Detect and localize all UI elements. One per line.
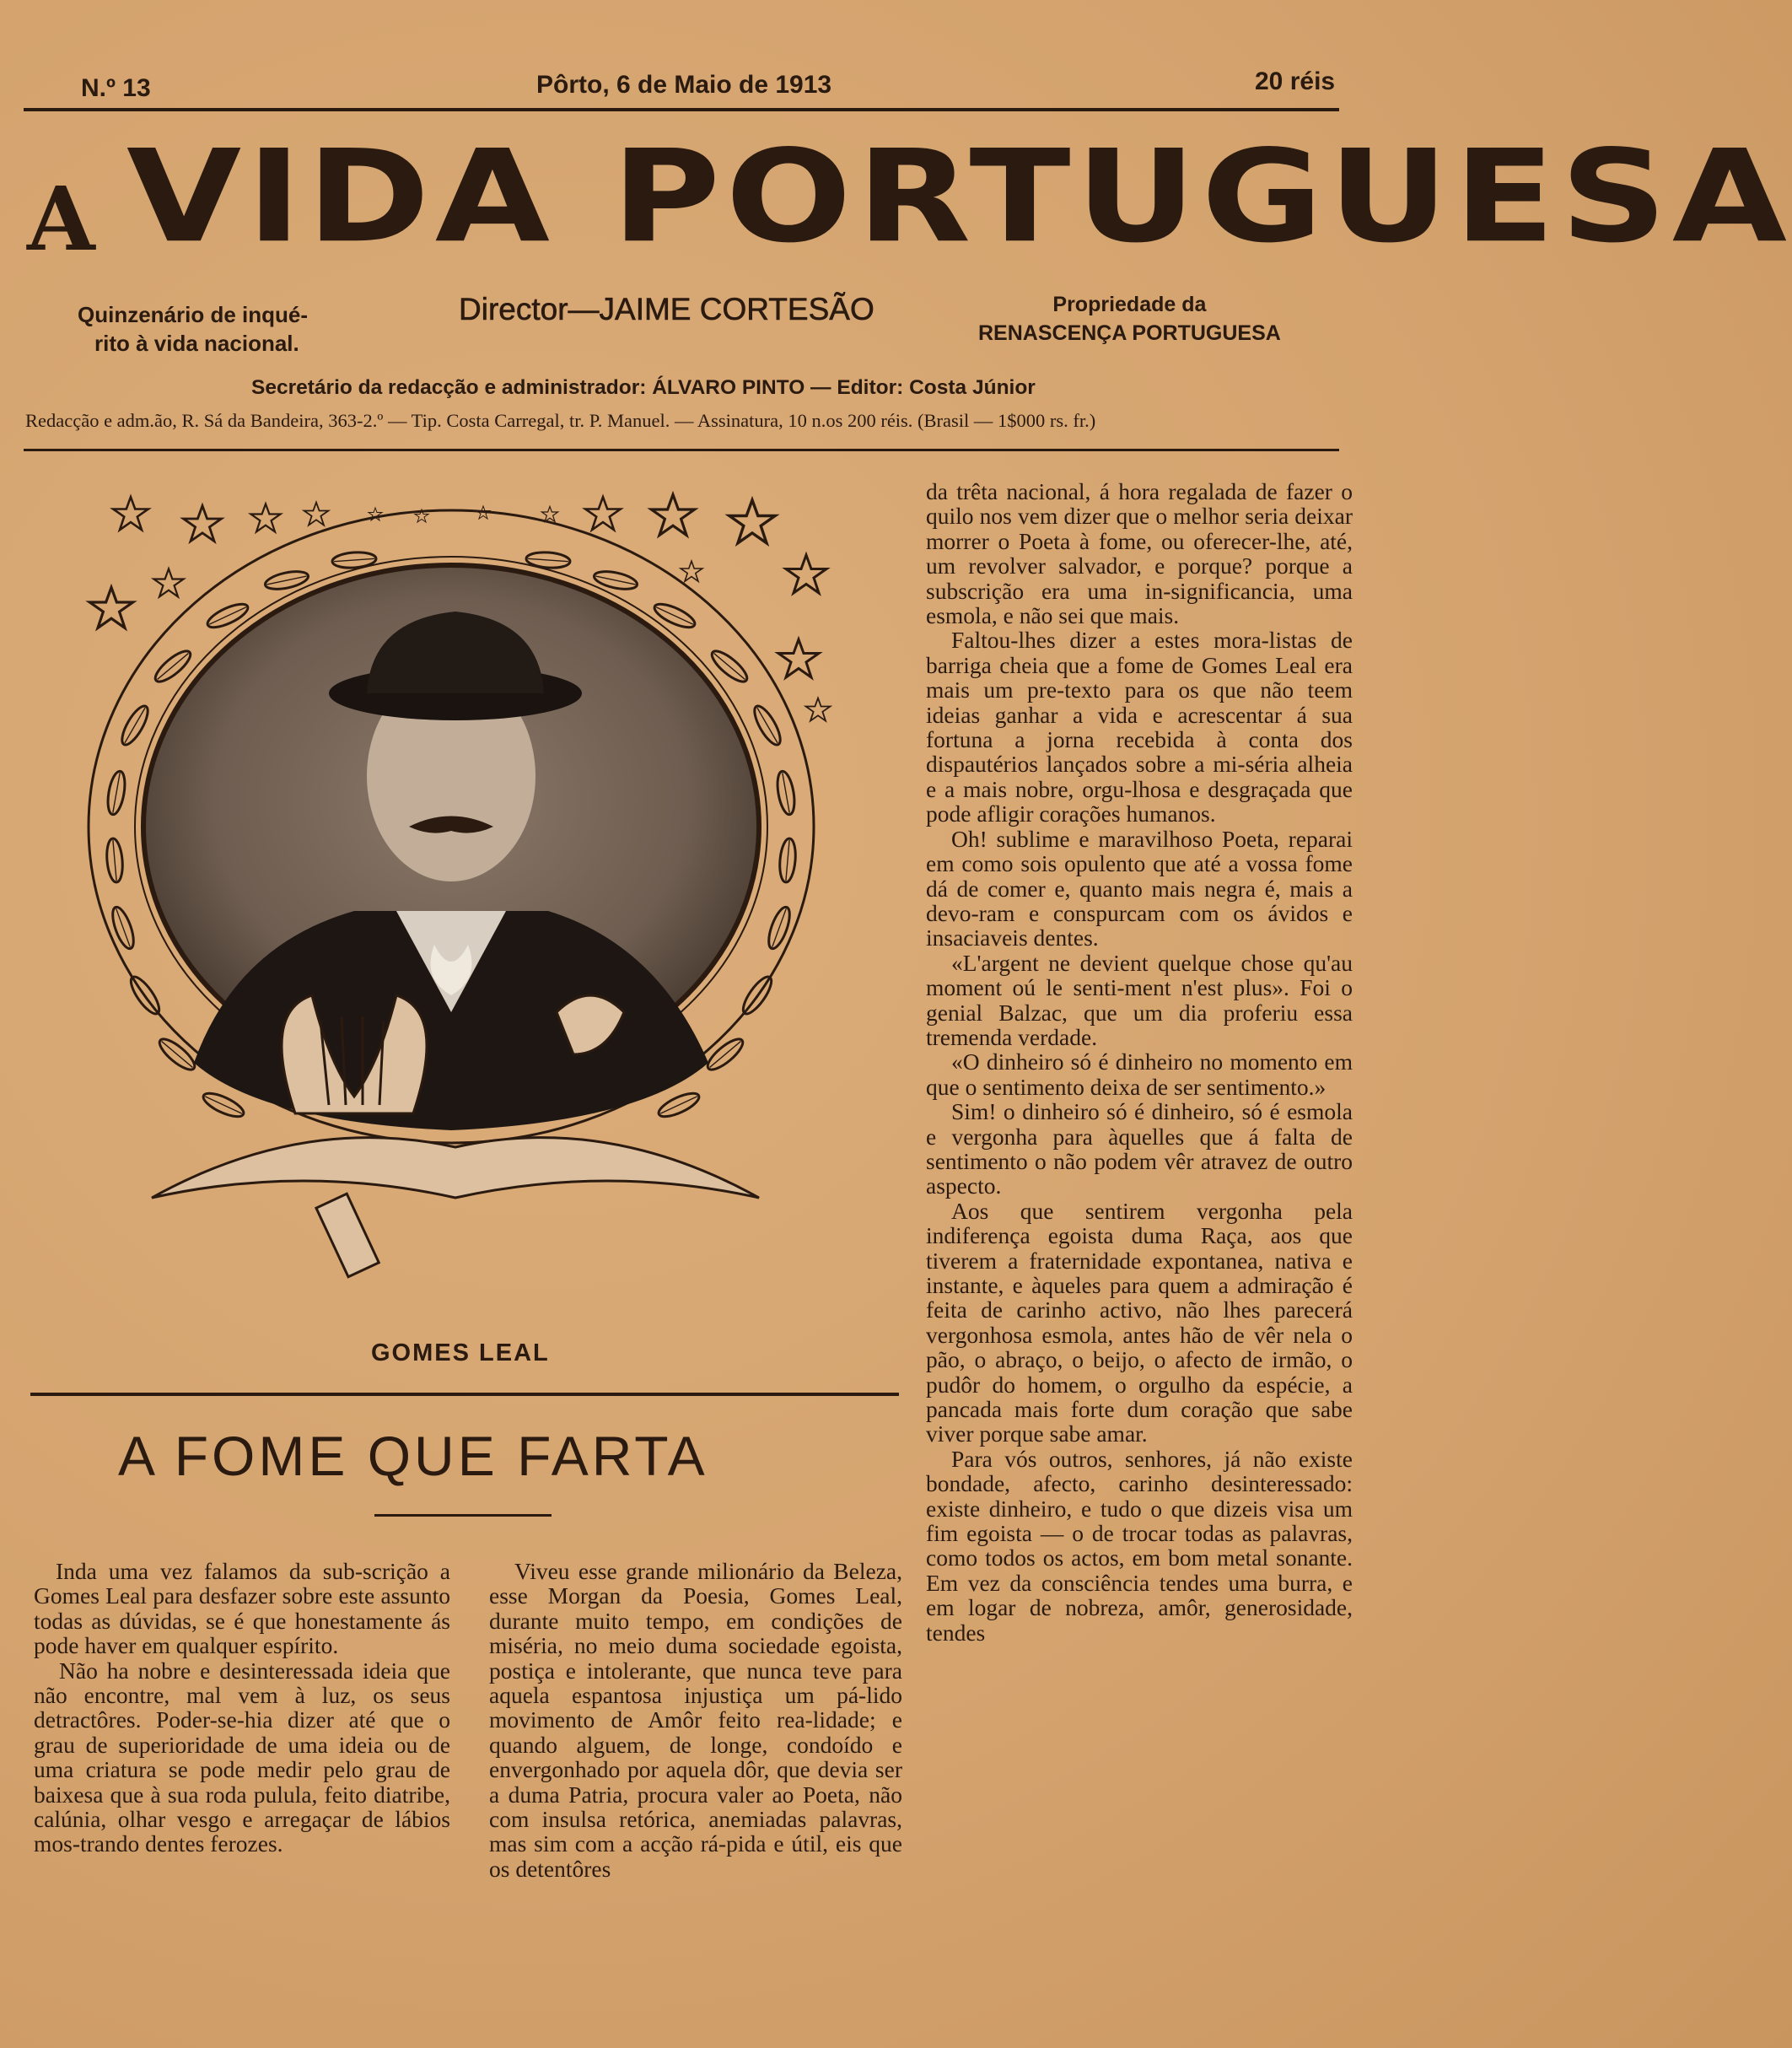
paragraph: «L'argent ne devient quelque chose qu'au moment oú le senti-ment n'est plus». Foi o genial Balzac, que um dia proferiu essa tremenda verdade.: [926, 949, 1353, 1050]
headline-underline: [374, 1514, 552, 1517]
article-column-2: [489, 1559, 902, 1881]
paragraph: da trêta nacional, á hora regalada de fazer o quilo nos vem dizer que o melhor seria deixar morrer o Poeta à fome, ou oferecer-lhe, até, um revolver salvador, e porque? porque a subscrição era uma in-significancia, uma esmola, e não sei que mais.: [926, 478, 1353, 629]
portrait-laurel-wreath-lyre-icon: [51, 472, 860, 1333]
paragraph: «O dinheiro só é dinheiro no momento em que o sentimento deixa de ser sentimento.»: [926, 1048, 1353, 1100]
headline-top-rule: [30, 1393, 899, 1396]
portrait-illustration: [51, 472, 860, 1333]
owner-line-2: RENASCENÇA PORTUGUESA: [978, 321, 1281, 345]
article-headline: A FOME QUE FARTA: [118, 1425, 708, 1487]
masthead-article: A: [27, 167, 95, 271]
paragraph: Aos que sentirem vergonha pela indiferença egoista duma Raça, aos que tiverem a fraternidade expontanea, nativa e instante, e àqueles para quem a admiração é feita de carinho activo, não lhes parecerá vergonhosa esmola, antes hão de vêr nela o pão, o abraço, o beijo, o afecto de irmão, o pudôr do homem, o orgulho da espécie, a pancada mais forte dum coração que sabe viver porque sabe amar.: [926, 1197, 1353, 1447]
paragraph: Não ha nobre e desinteressada ideia que não encontre, mal vem à luz, os seus detractôres. Poder-se-hia dizer até que o grau de superioridade de uma ideia ou de uma criatura se pode medir pelo grau de baixesa que à sua roda pulula, feito diatribe, calúnia, olhar vesgo e arregaçar de lábios mos-trando dentes ferozes.: [34, 1657, 450, 1857]
price: 20 réis: [1255, 67, 1336, 95]
paragraph: Viveu esse grande milionário da Beleza, esse Morgan da Poesia, Gomes Leal, durante muito tempo, em condições de miséria, no meio duma sociedade egoista, postiça e intolerante, que nunca teve para aquela espantosa injustiça um pá-lido movimento de Amôr feito rea-lidade; e quando alguem, de longe, condoído e envergonhado por aquela dôr, que devia ser a duma Patria, procura valer ao Poeta, não com insulsa retórica, anemiadas palavras, mas sim com a acção rá-pida e útil, eis que os detentôres: [489, 1558, 902, 1882]
paragraph: Oh! sublime e maravilhoso Poeta, reparai em como sois opulento que até a vossa fome dá de comer e, quanto mais negra é, mais a devo-ram e conspurcam com os ávidos e insaciaveis dentes.: [926, 825, 1353, 951]
periodicity: [78, 300, 308, 358]
place-date: Pôrto, 6 de Maio de 1913: [536, 71, 832, 99]
director: Director—JAIME CORTESÃO: [459, 292, 874, 326]
gomes-leal-photo: [143, 565, 759, 1130]
owner: [978, 290, 1281, 348]
secretary-line: Secretário da redacção e administrador: ÁLVARO PINTO — Editor: Costa Júnior: [251, 376, 1036, 399]
owner-line-1: Propriedade da: [1052, 293, 1207, 316]
periodicity-line-2: rito à vida nacional.: [94, 331, 299, 356]
paragraph: Faltou-lhes dizer a estes mora-listas de barriga cheia que a fome de Gomes Leal era mais um pre-texto para os que não teem ideias ganhar a vida e acrescentar á sua fortuna a jorna recebida à conta dos dispautérios lançados sobre a mi-séria alheia e a mais nobre, orgu-lhosa e desgraçada que pode afligir corações humanos.: [926, 627, 1353, 827]
article-column-1: [34, 1559, 450, 1857]
paragraph: Inda uma vez falamos da sub-scrição a Gomes Leal para desfazer sobre este assunto todas as dúvidas, se é que honestamente ás pode haver em qualquer espírito.: [34, 1558, 450, 1659]
masthead-title: VIDA PORTUGUESA: [126, 122, 1792, 272]
issue-number: N.º 13: [81, 74, 151, 102]
subheader-rule: [24, 449, 1339, 451]
portrait-caption: GOMES LEAL: [371, 1339, 550, 1366]
paragraph: Para vós outros, senhores, já não existe bondade, afecto, carinho desinteressado: existe dinheiro, e tudo o que dizeis visa um fim egoista — o de trocar todas as palavras, como todos os actos, em bom metal sonante. Em vez da consciência tendes uma burra, e em logar de nobreza, amôr, generosidade, tendes: [926, 1445, 1353, 1646]
periodicity-line-1: Quinzenário de inqué-: [78, 302, 309, 327]
paragraph: Sim! o dinheiro só é dinheiro, só é esmola e vergonha para àquelles que á falta de sentimento o não podem vêr atravez de outro aspecto.: [926, 1098, 1353, 1199]
header-rule: [24, 108, 1339, 111]
article-column-3: [926, 479, 1353, 1645]
address-line: Redacção e adm.ão, R. Sá da Bandeira, 363-2.º — Tip. Costa Carregal, tr. P. Manuel. — Assinatura, 10 n.os 200 réis. (Brasil — 1$000 rs. fr.): [25, 410, 1096, 431]
